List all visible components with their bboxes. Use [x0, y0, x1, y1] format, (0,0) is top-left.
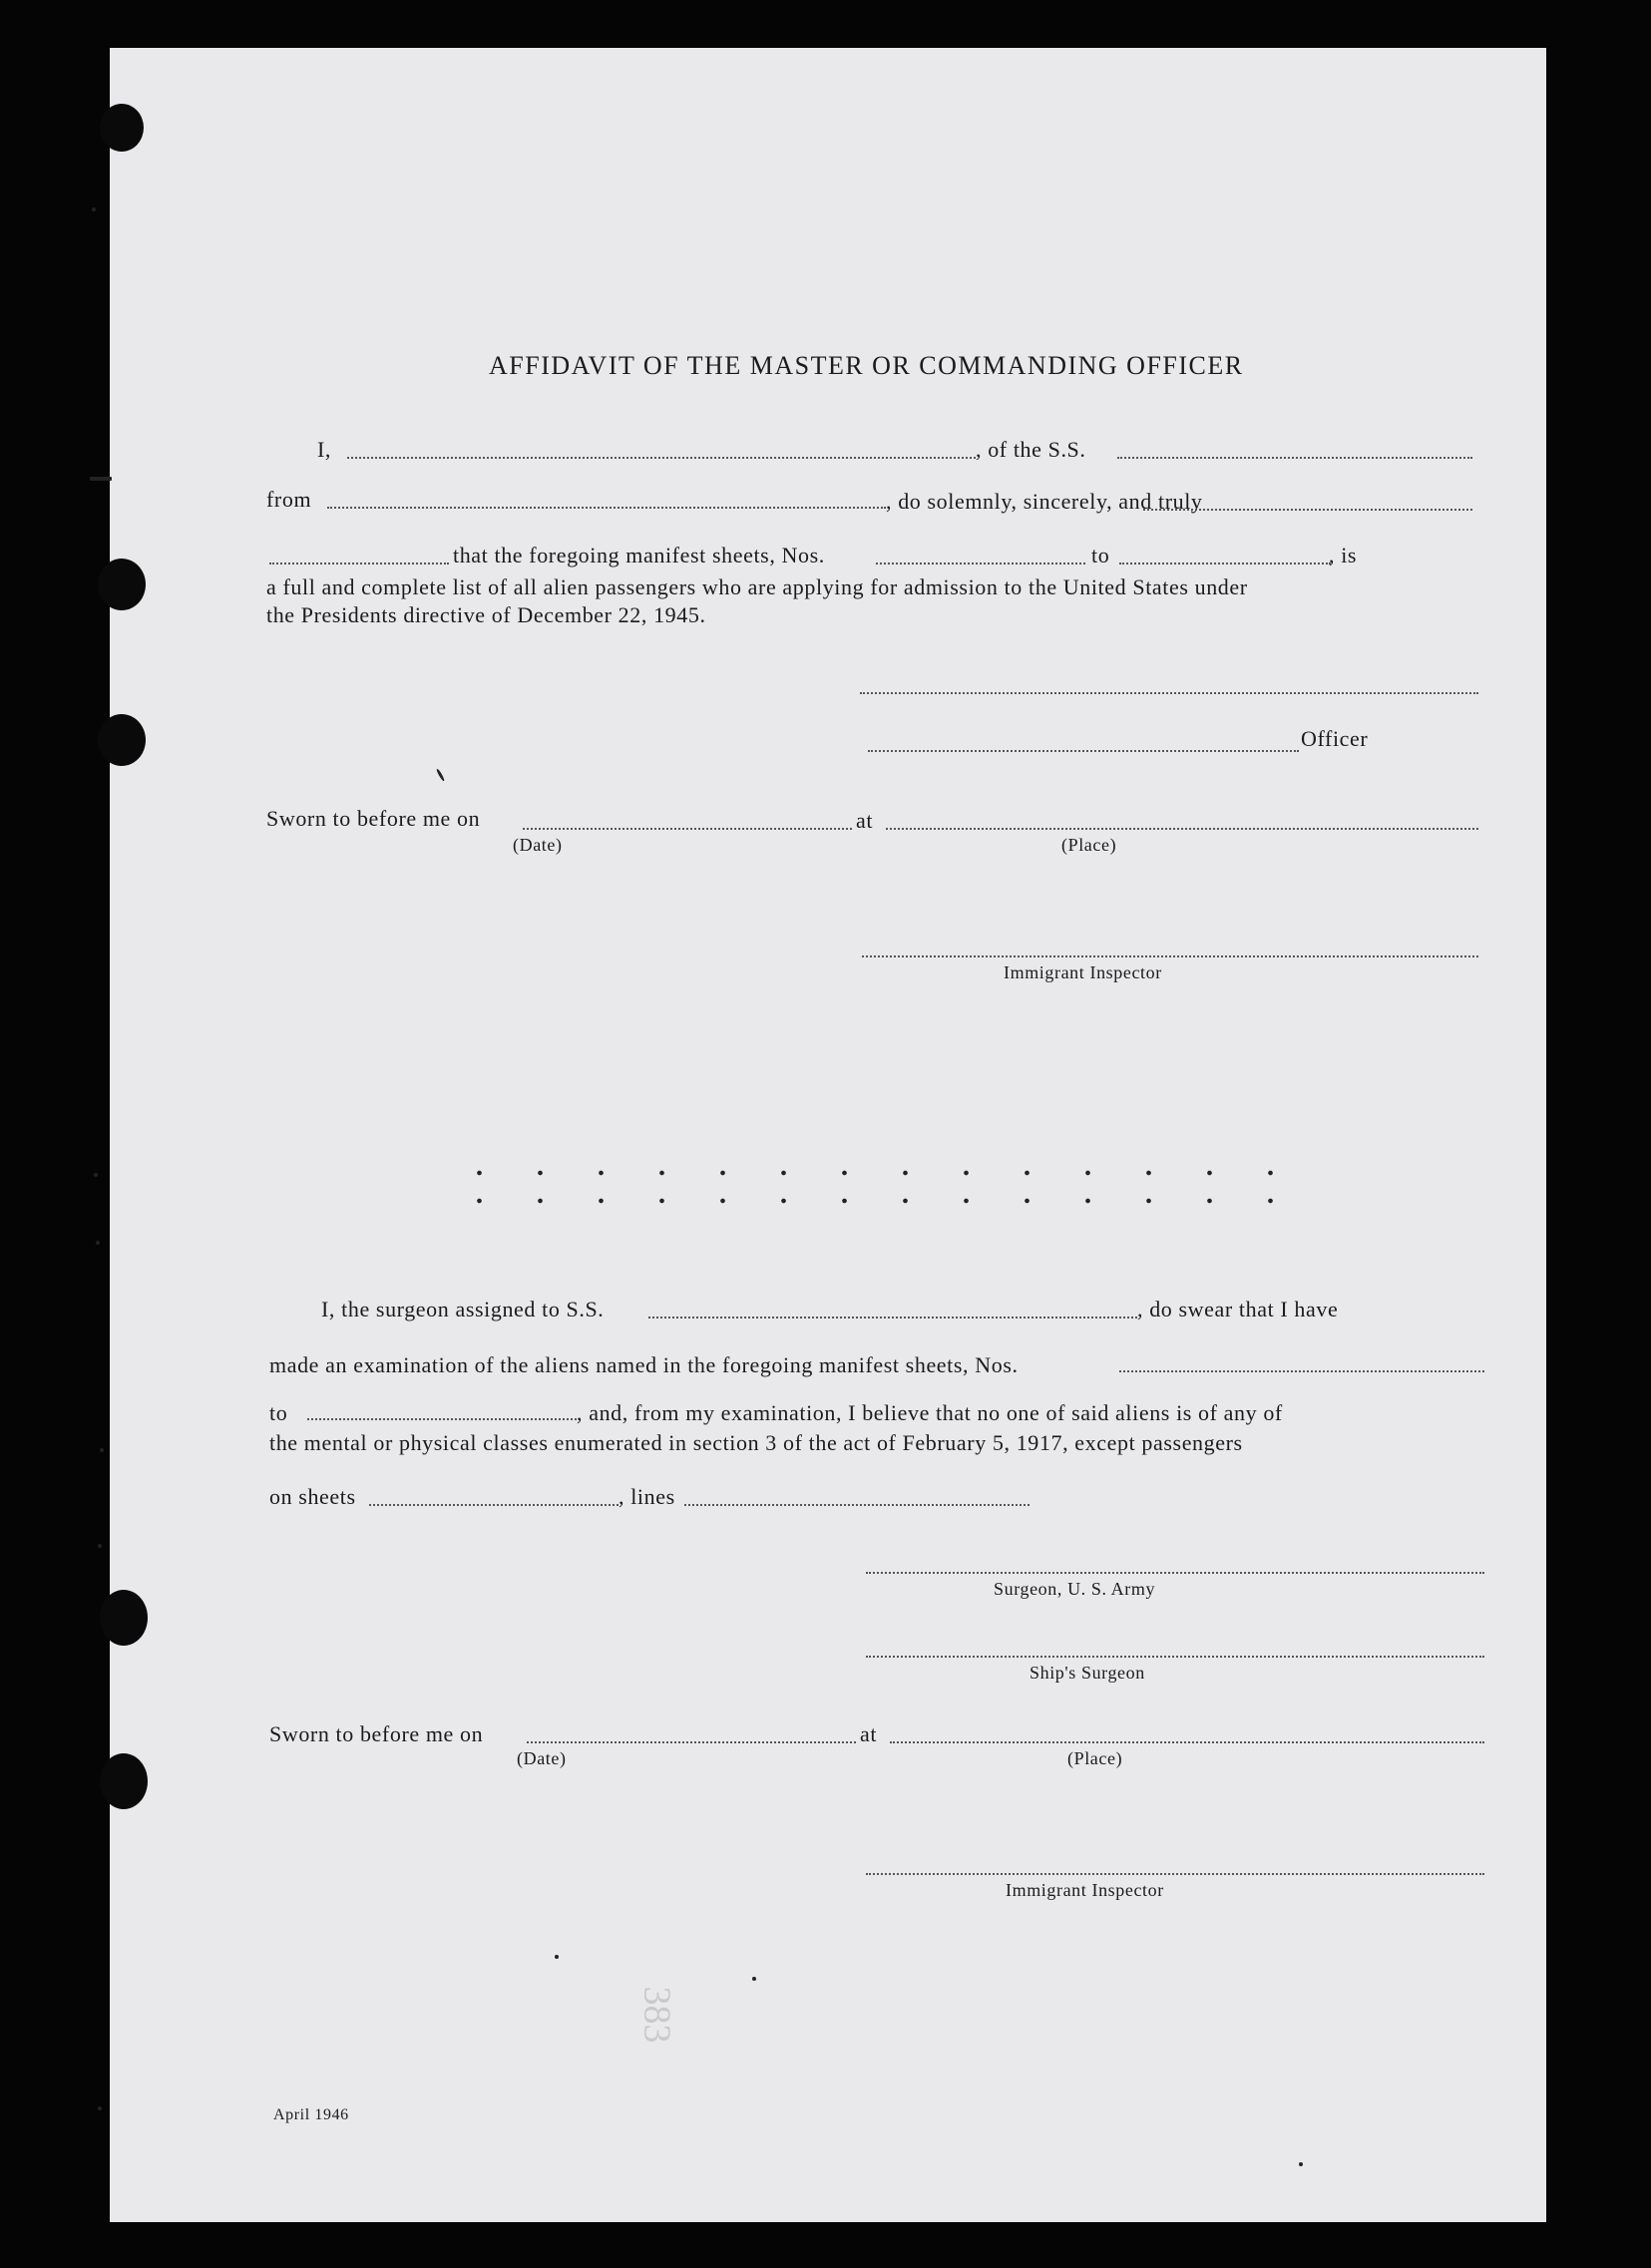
sheets-field	[369, 1504, 619, 1506]
army-surgeon-caption: Surgeon, U. S. Army	[994, 1579, 1156, 1599]
exam-line: made an examination of the aliens named in the foregoing manifest sheets, Nos.	[269, 1352, 1019, 1377]
oath-field	[1143, 509, 1472, 511]
exam-nos-field	[1119, 1370, 1484, 1372]
surgeon-intro: I, the surgeon assigned to S.S.	[321, 1297, 605, 1322]
is-label: , is	[1329, 543, 1358, 567]
of-ss-label: , of the S.S.	[976, 437, 1086, 462]
speck	[98, 2106, 102, 2110]
sworn-date-field	[523, 828, 852, 830]
surgeon-at-label: at	[860, 1721, 878, 1746]
ship-surgeon-caption: Ship's Surgeon	[1030, 1663, 1145, 1683]
speck	[92, 207, 96, 211]
speck	[100, 1448, 104, 1452]
speck	[90, 477, 112, 481]
at-label: at	[856, 808, 874, 833]
sworn-place-field	[886, 828, 1478, 830]
surgeon-sworn-place-field	[890, 1741, 1484, 1743]
document-page	[110, 48, 1546, 2222]
punch-hole	[98, 714, 146, 766]
place-caption: (Place)	[1061, 835, 1117, 855]
surgeon-date-caption: (Date)	[517, 1748, 567, 1768]
surgeon-inspector-signature-line	[866, 1873, 1484, 1875]
master-name-field	[347, 457, 976, 459]
master-body-line: the Presidents directive of December 22, 1945.	[266, 602, 706, 627]
speck	[436, 768, 446, 782]
belief-line: , and, from my examination, I believe that no one of said aliens is of any of	[577, 1400, 1283, 1425]
punch-hole	[100, 104, 144, 152]
page-title: AFFIDAVIT OF THE MASTER OR COMMANDING OFFICER	[489, 351, 1244, 380]
surgeon-sworn-date-field	[527, 1741, 856, 1743]
speck	[96, 1241, 100, 1245]
punch-hole	[100, 1753, 148, 1809]
inspector-caption: Immigrant Inspector	[1004, 962, 1162, 982]
surgeon-to-label: to	[269, 1400, 288, 1425]
master-body-line: a full and complete list of all alien passengers who are applying for admission to the United States under	[266, 574, 1248, 599]
nos-to-field	[1119, 563, 1331, 565]
classes-line: the mental or physical classes enumerated in section 3 of the act of February 5, 1917, except passengers	[269, 1430, 1243, 1455]
from-field	[327, 507, 886, 509]
sworn-label: Sworn to before me on	[266, 806, 481, 831]
ship-name-field	[1117, 457, 1472, 459]
army-surgeon-signature-line	[866, 1572, 1484, 1574]
speck	[752, 1977, 756, 1981]
i-label: I,	[317, 437, 332, 462]
form-date: April 1946	[273, 2106, 349, 2123]
surgeon-ship-field	[648, 1317, 1137, 1319]
signature-line	[860, 692, 1478, 694]
officer-signature-line	[868, 750, 1299, 752]
oath-continued-field	[269, 563, 449, 565]
to-label: to	[1091, 543, 1110, 567]
speck	[1299, 2162, 1303, 2166]
nos-from-field	[876, 563, 1085, 565]
surgeon-inspector-caption: Immigrant Inspector	[1006, 1880, 1164, 1900]
surgeon-place-caption: (Place)	[1067, 1748, 1123, 1768]
bleed-through-stamp: 383	[635, 1986, 678, 2044]
speck	[98, 1544, 102, 1548]
inspector-signature-line	[862, 955, 1478, 957]
exam-to-field	[307, 1418, 577, 1420]
officer-label: Officer	[1301, 726, 1369, 751]
lines-label: , lines	[619, 1484, 675, 1509]
speck	[555, 1955, 559, 1959]
lines-field	[684, 1504, 1030, 1506]
from-label: from	[266, 487, 312, 512]
punch-hole	[98, 559, 146, 610]
date-caption: (Date)	[513, 835, 563, 855]
punch-hole	[100, 1590, 148, 1646]
speck	[94, 1173, 98, 1177]
surgeon-sworn-label: Sworn to before me on	[269, 1721, 484, 1746]
swear-label: , do swear that I have	[1137, 1297, 1339, 1322]
solemnly-label: , do solemnly, sincerely, and truly	[886, 489, 1203, 514]
foregoing-label: that the foregoing manifest sheets, Nos.	[453, 543, 825, 567]
ship-surgeon-signature-line	[866, 1656, 1484, 1658]
separator-dots	[449, 1159, 1317, 1219]
on-sheets-label: on sheets	[269, 1484, 356, 1509]
